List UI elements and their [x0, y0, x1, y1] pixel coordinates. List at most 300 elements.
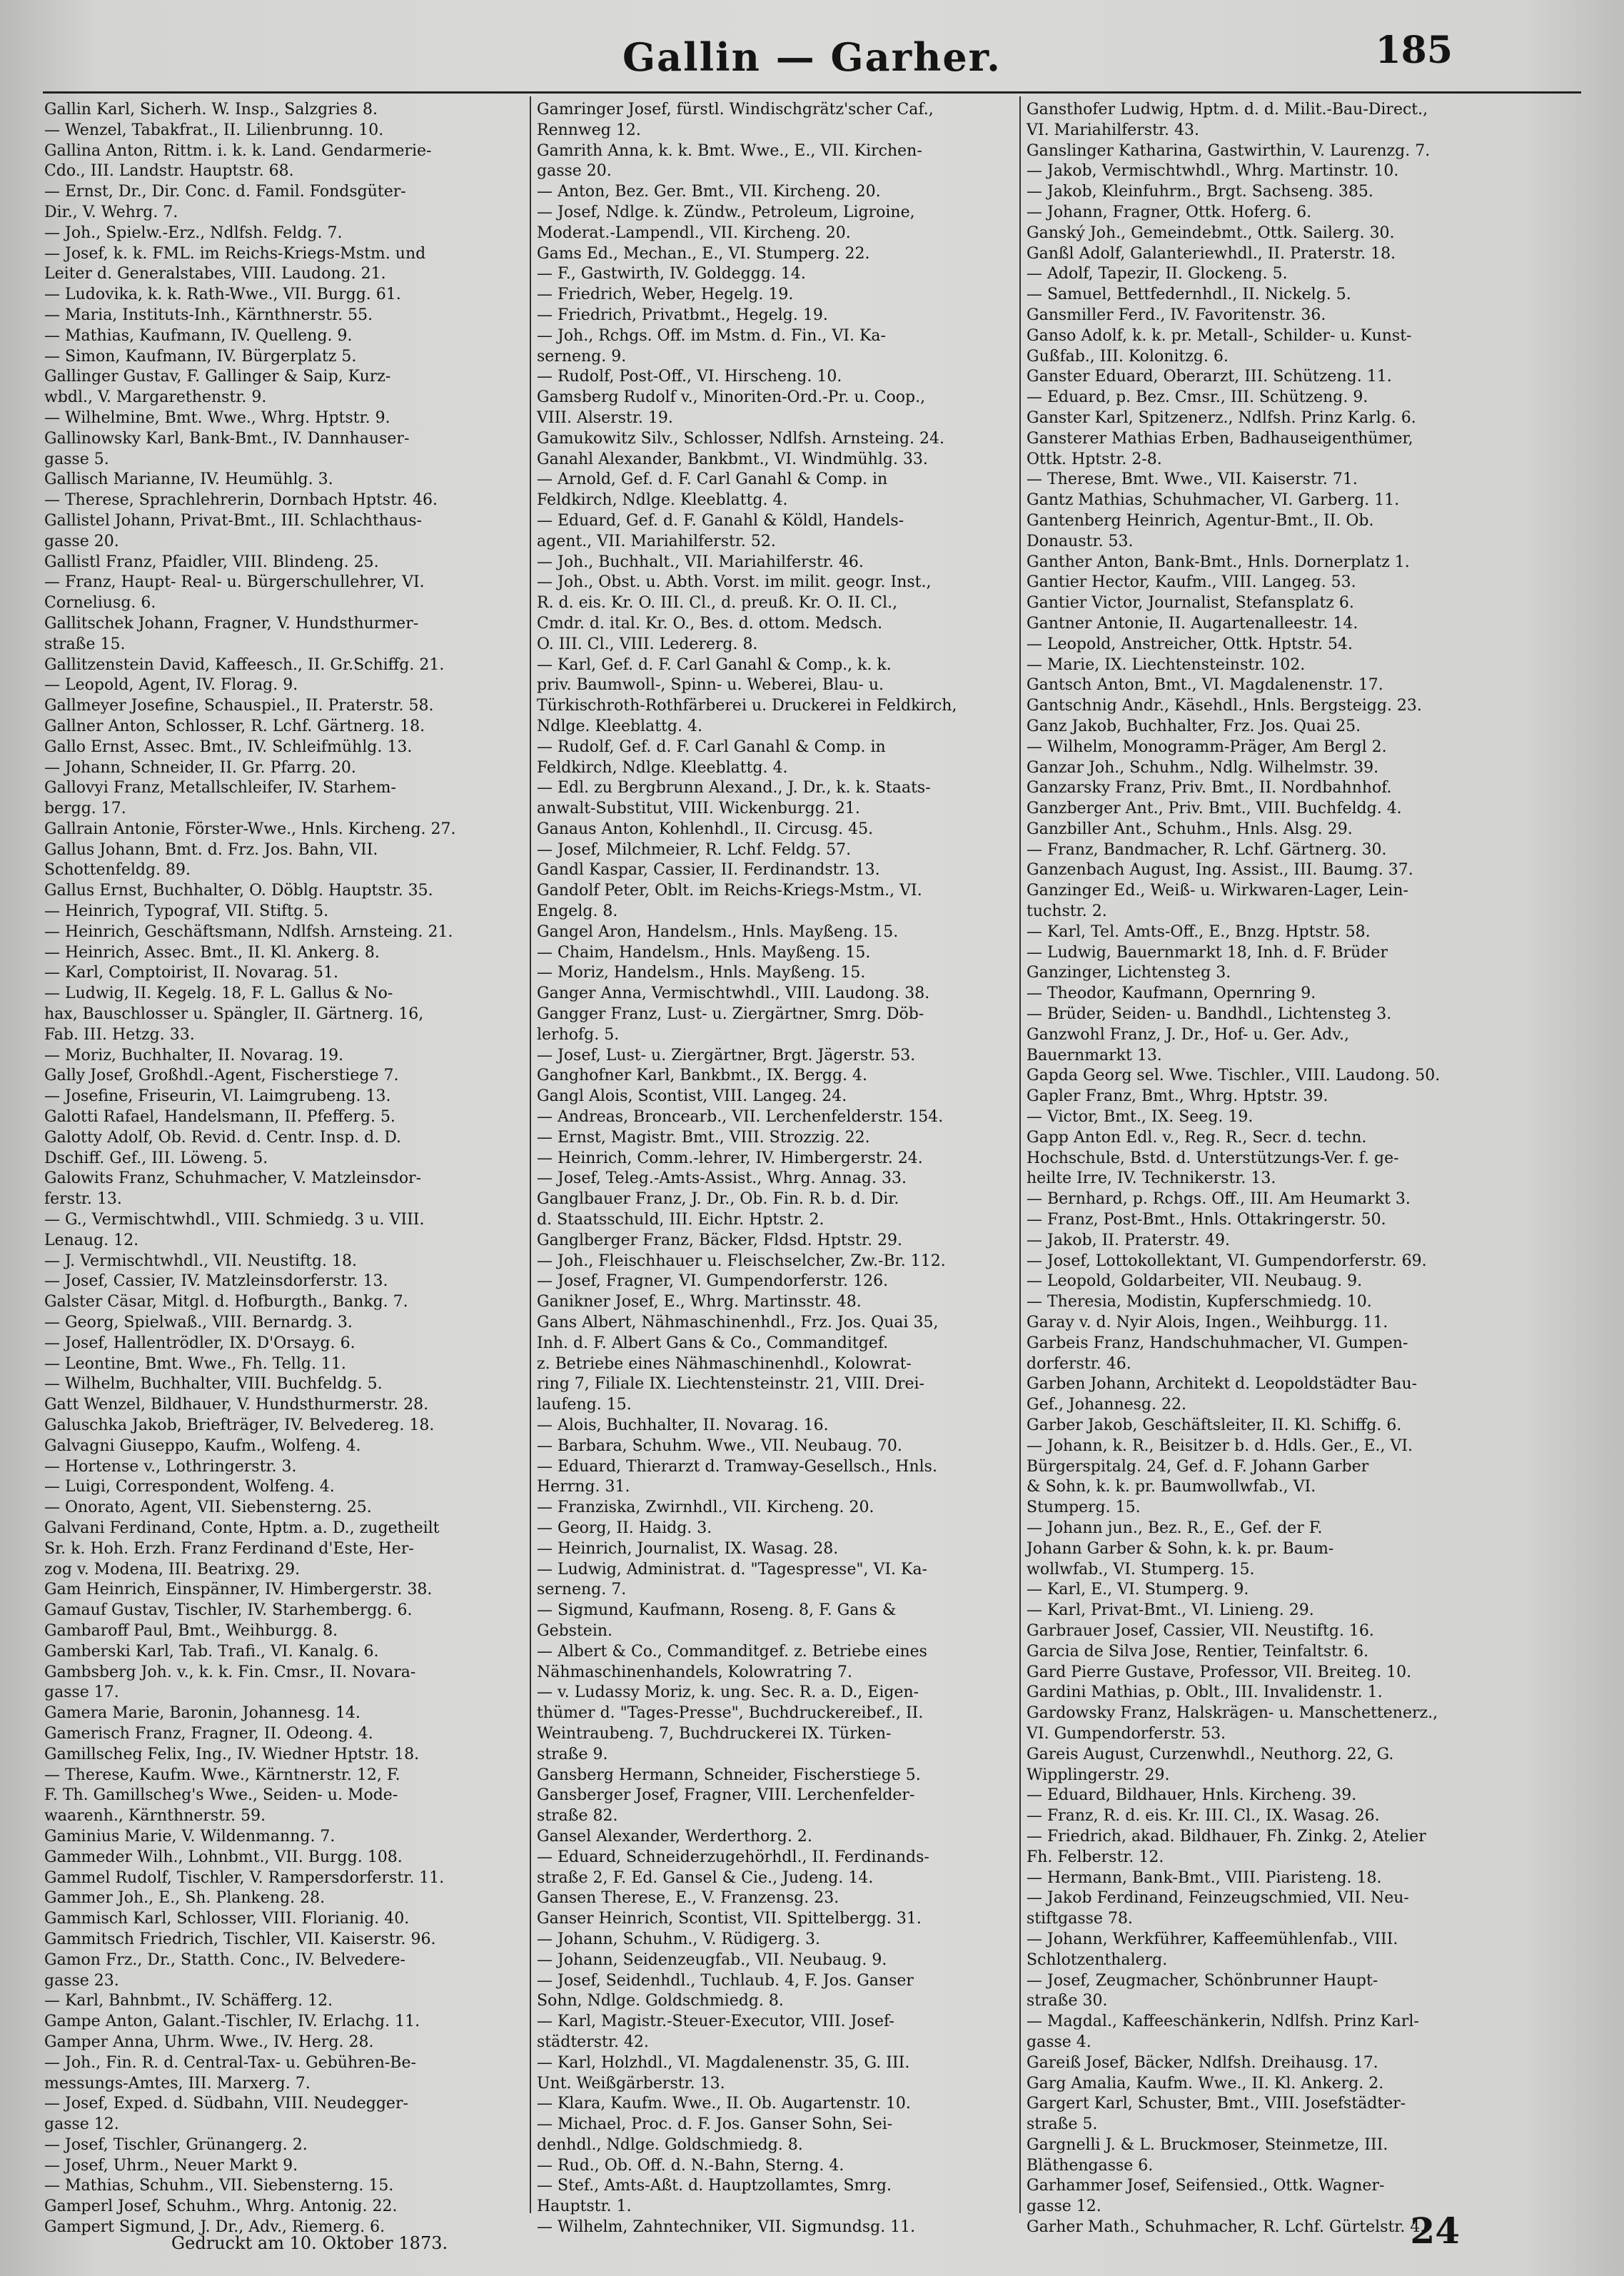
directory-entry-line: — Karl, Privat-Bmt., VI. Linieng. 29.: [1027, 1601, 1314, 1620]
directory-entry-line: — Josef, Lottokollektant, VI. Gumpendorferstr. 69.: [1027, 1252, 1427, 1270]
directory-entry-line: — Adolf, Tapezir, II. Glockeng. 5.: [1027, 265, 1288, 283]
directory-entry-line: Gardini Mathias, p. Oblt., III. Invalidenstr. 1.: [1027, 1683, 1383, 1702]
directory-entry-line: — Josef, k. k. FML. im Reichs-Kriegs-Mstm. und: [44, 244, 426, 263]
directory-entry-line: — Marie, IX. Liechtensteinstr. 102.: [1027, 655, 1306, 674]
directory-entry-line: Gamukowitz Silv., Schlosser, Ndlfsh. Arnsteing. 24.: [537, 429, 945, 448]
directory-entry-line: Gamper Anna, Uhrm. Wwe., IV. Herg. 28.: [44, 2033, 374, 2051]
directory-entry-line: Gangger Franz, Lust- u. Ziergärtner, Smrg. Döb-: [537, 1005, 924, 1024]
directory-entry-line: Gallner Anton, Schlosser, R. Lchf. Gärtnerg. 18.: [44, 717, 425, 735]
directory-entry-line: Gareis August, Curzenwhdl., Neuthorg. 22, G.: [1027, 1745, 1394, 1763]
directory-entry-line: stiftgasse 78.: [1027, 1910, 1133, 1928]
directory-entry-line: Gamperl Josef, Schuhm., Whrg. Antonig. 22.: [44, 2197, 398, 2216]
directory-entry-line: Gallinowsky Karl, Bank-Bmt., IV. Dannhauser-: [44, 429, 410, 448]
directory-entry-line: — Josef, Exped. d. Südbahn, VIII. Neudegger-: [44, 2095, 408, 2113]
directory-entry-line: — Heinrich, Comm.-lehrer, IV. Himbergerstr. 24.: [537, 1149, 923, 1167]
directory-entry-line: Ganser Heinrich, Scontist, VII. Spittelbergg. 31.: [537, 1910, 922, 1928]
directory-entry-line: Gargnelli J. & L. Bruckmoser, Steinmetze, III.: [1027, 2135, 1388, 2154]
directory-entry-line: thümer d. "Tages-Presse", Buchdruckereibef., II.: [537, 1704, 924, 1723]
directory-entry-line: — Joh., Fleischhauer u. Fleischselcher, Zw.-Br. 112.: [537, 1252, 946, 1270]
directory-entry-line: — Georg, II. Haidg. 3.: [537, 1519, 712, 1537]
directory-entry-line: — Johann, Seidenzeugfab., VII. Neubaug. 9.: [537, 1950, 887, 1969]
directory-entry-line: Garher Math., Schuhmacher, R. Lchf. Gürtelstr. 4.: [1027, 2218, 1426, 2237]
directory-entry-line: gasse 23.: [44, 1971, 119, 1990]
directory-entry-line: Gammitsch Friedrich, Tischler, VII. Kaiserstr. 96.: [44, 1930, 436, 1948]
directory-entry-line: — Josef, Cassier, IV. Matzleinsdorferstr. 13.: [44, 1272, 388, 1291]
directory-entry-line: Fh. Felberstr. 12.: [1027, 1848, 1164, 1866]
directory-entry-line: — Karl, Comptoirist, II. Novarag. 51.: [44, 964, 338, 982]
directory-entry-line: hax, Bauschlosser u. Spängler, II. Gärtnerg. 16,: [44, 1005, 424, 1024]
directory-entry-line: — Ludovika, k. k. Rath-Wwe., VII. Burgg. 61.: [44, 286, 401, 304]
directory-entry-line: Gamon Frz., Dr., Statth. Conc., IV. Belvedere-: [44, 1950, 405, 1969]
directory-entry-line: dorferstr. 46.: [1027, 1354, 1131, 1373]
directory-entry-line: — Chaim, Handelsm., Hnls. Mayßeng. 15.: [537, 943, 871, 962]
directory-entry-line: Unt. Weißgärberstr. 13.: [537, 2074, 725, 2093]
directory-entry-line: Ganzarsky Franz, Priv. Bmt., II. Nordbahnhof.: [1027, 779, 1392, 797]
directory-entry-line: — Karl, Holzhdl., VI. Magdalenenstr. 35, G. III.: [537, 2053, 910, 2072]
directory-entry-line: — Wilhelm, Buchhalter, VIII. Buchfeldg. 5.: [44, 1375, 383, 1394]
header-rule: [43, 91, 1581, 94]
directory-entry-line: Galotty Adolf, Ob. Revid. d. Centr. Insp. d. D.: [44, 1128, 402, 1147]
directory-entry-line: Gapler Franz, Bmt., Whrg. Hptstr. 39.: [1027, 1087, 1328, 1106]
directory-entry-line: Gamillscheg Felix, Ing., IV. Wiedner Hptstr. 18.: [44, 1745, 420, 1763]
directory-entry-line: Gardowsky Franz, Halskrägen- u. Manschettenerz.,: [1027, 1704, 1438, 1723]
directory-entry-line: gasse 4.: [1027, 2033, 1091, 2051]
directory-entry-line: — Bernhard, p. Rchgs. Off., III. Am Heumarkt 3.: [1027, 1190, 1411, 1209]
directory-entry-line: Corneliusg. 6.: [44, 594, 156, 613]
directory-entry-line: Gallrain Antonie, Förster-Wwe., Hnls. Kircheng. 27.: [44, 820, 456, 838]
directory-entry-line: Galster Cäsar, Mitgl. d. Hofburgth., Bankg. 7.: [44, 1293, 408, 1311]
directory-entry-line: Gansberger Josef, Fragner, VIII. Lerchenfelder-: [537, 1786, 915, 1805]
directory-entry-line: Gamberski Karl, Tab. Trafi., VI. Kanalg. 6.: [44, 1642, 379, 1661]
directory-entry-line: serneng. 9.: [537, 347, 627, 366]
directory-entry-line: — Karl, Magistr.-Steuer-Executor, VIII. Josef-: [537, 2013, 894, 2031]
directory-entry-line: lerhofg. 5.: [537, 1025, 620, 1044]
directory-entry-line: zog v. Modena, III. Beatrixg. 29.: [44, 1560, 301, 1578]
directory-entry-line: — Josef, Uhrm., Neuer Markt 9.: [44, 2156, 298, 2175]
directory-entry-line: — Johann, Schuhm., V. Rüdigerg. 3.: [537, 1930, 820, 1948]
directory-entry-line: Inh. d. F. Albert Gans & Co., Commanditgef.: [537, 1334, 889, 1352]
directory-entry-line: Gantz Mathias, Schuhmacher, VI. Garberg. 11.: [1027, 491, 1400, 510]
directory-entry-line: Ganster Karl, Spitzenerz., Ndlfsh. Prinz Karlg. 6.: [1027, 408, 1416, 427]
directory-entry-line: Gambsberg Joh. v., k. k. Fin. Cmsr., II. Novara-: [44, 1663, 416, 1681]
directory-entry-line: — Albert & Co., Commanditgef. z. Betriebe eines: [537, 1642, 927, 1661]
directory-entry-line: Ganglbauer Franz, J. Dr., Ob. Fin. R. b. d. Dir.: [537, 1190, 899, 1209]
directory-entry-line: Gammisch Karl, Schlosser, VIII. Florianig. 40.: [44, 1910, 410, 1928]
directory-entry-line: Feldkirch, Ndlge. Kleeblattg. 4.: [537, 758, 788, 777]
directory-entry-line: Gansterer Mathias Erben, Badhauseigenthümer,: [1027, 429, 1413, 448]
directory-entry-line: Gam Heinrich, Einspänner, IV. Himbergerstr. 38.: [44, 1581, 433, 1599]
directory-entry-line: Hochschule, Bstd. d. Unterstützungs-Ver. f. ge-: [1027, 1149, 1399, 1167]
directory-entry-line: — Mathias, Kaufmann, IV. Quelleng. 9.: [44, 326, 353, 345]
directory-entry-line: Ganahl Alexander, Bankbmt., VI. Windmühlg. 33.: [537, 450, 928, 468]
directory-entry-line: städterstr. 42.: [537, 2033, 649, 2051]
directory-entry-line: Garber Jakob, Geschäftsleiter, II. Kl. Schiffg. 6.: [1027, 1416, 1402, 1434]
directory-entry-line: — Heinrich, Geschäftsmann, Ndlfsh. Arnsteing. 21.: [44, 922, 453, 941]
directory-entry-line: Gantschnig Andr., Käsehdl., Hnls. Bergsteigg. 23.: [1027, 697, 1422, 715]
directory-entry-line: priv. Baumwoll-, Spinn- u. Weberei, Blau- u.: [537, 676, 884, 695]
directory-entry-line: — Friedrich, Weber, Hegelg. 19.: [537, 286, 794, 304]
directory-entry-line: — Michael, Proc. d. F. Jos. Ganser Sohn, Sei-: [537, 2115, 893, 2134]
directory-entry-line: Garben Johann, Architekt d. Leopoldstädter Bau-: [1027, 1375, 1418, 1394]
directory-entry-line: Gansmiller Ferd., IV. Favoritenstr. 36.: [1027, 306, 1326, 324]
directory-entry-line: Rennweg 12.: [537, 121, 641, 139]
directory-entry-line: — Mathias, Schuhm., VII. Siebensterng. 15.: [44, 2177, 394, 2195]
page-header: [43, 29, 1581, 86]
column-divider: [530, 96, 531, 2213]
directory-entry-line: Gampe Anton, Galant.-Tischler, IV. Erlachg. 11.: [44, 2013, 420, 2031]
directory-entry-line: messungs-Amtes, III. Marxerg. 7.: [44, 2074, 311, 2093]
directory-entry-line: Gallina Anton, Rittm. i. k. k. Land. Gendarmerie-: [44, 141, 432, 160]
directory-entry-line: — G., Vermischtwhdl., VIII. Schmiedg. 3 u. VIII.: [44, 1211, 425, 1229]
directory-entry-line: — Josef, Hallentrödler, IX. D'Orsayg. 6.: [44, 1334, 355, 1352]
directory-entry-line: — Stef., Amts-Aßt. d. Hauptzollamtes, Smrg.: [537, 2177, 892, 2195]
directory-entry-line: — Rudolf, Post-Off., VI. Hirscheng. 10.: [537, 368, 842, 386]
directory-entry-line: Ganzenbach August, Ing. Assist., III. Baumg. 37.: [1027, 861, 1413, 880]
directory-entry-line: gasse 17.: [44, 1683, 119, 1702]
directory-entry-line: Gallin Karl, Sicherh. W. Insp., Salzgries 8.: [44, 101, 378, 119]
directory-entry-line: — Rudolf, Gef. d. F. Carl Ganahl & Comp. in: [537, 737, 886, 756]
directory-entry-line: Feldkirch, Ndlge. Kleeblattg. 4.: [537, 491, 788, 510]
directory-entry-line: — Samuel, Bettfedernhdl., II. Nickelg. 5.: [1027, 286, 1351, 304]
directory-entry-line: Gamera Marie, Baronin, Johannesg. 14.: [44, 1704, 360, 1723]
directory-entry-line: Gantenberg Heinrich, Agentur-Bmt., II. Ob.: [1027, 511, 1374, 530]
directory-entry-line: bergg. 17.: [44, 800, 126, 818]
directory-entry-line: — Josef, Zeugmacher, Schönbrunner Haupt-: [1027, 1971, 1378, 1990]
directory-entry-line: — Maria, Instituts-Inh., Kärnthnerstr. 55.: [44, 306, 373, 324]
directory-entry-line: — Magdal., Kaffeeschänkerin, Ndlfsh. Prinz Karl-: [1027, 2013, 1419, 2031]
directory-entry-line: wbdl., V. Margarethenstr. 9.: [44, 388, 267, 407]
directory-entry-line: — Ernst, Dr., Dir. Conc. d. Famil. Fondsgüter-: [44, 183, 406, 201]
column-divider: [1019, 96, 1021, 2213]
directory-entry-line: Wipplingerstr. 29.: [1027, 1766, 1170, 1784]
directory-entry-line: — Eduard, Thierarzt d. Tramway-Gesellsch., Hnls.: [537, 1457, 937, 1476]
directory-entry-line: Gapda Georg sel. Wwe. Tischler., VIII. Laudong. 50.: [1027, 1067, 1441, 1085]
directory-entry-line: Gammer Joh., E., Sh. Plankeng. 28.: [44, 1889, 326, 1908]
directory-entry-line: — Ludwig, II. Kegelg. 18, F. L. Gallus & No-: [44, 985, 393, 1003]
directory-entry-line: heilte Irre, IV. Technikerstr. 13.: [1027, 1169, 1276, 1188]
directory-entry-line: Gandolf Peter, Oblt. im Reichs-Kriegs-Mstm., VI.: [537, 882, 922, 900]
directory-entry-line: Gallitzenstein David, Kaffeesch., II. Gr.Schiffg. 21.: [44, 655, 445, 674]
directory-entry-line: F. Th. Gamillscheg's Wwe., Seiden- u. Mode-: [44, 1786, 398, 1805]
directory-entry-line: Dir., V. Wehrg. 7.: [44, 203, 178, 221]
directory-entry-line: Gareiß Josef, Bäcker, Ndlfsh. Dreihausg. 17.: [1027, 2053, 1378, 2072]
directory-entry-line: Lenaug. 12.: [44, 1231, 139, 1249]
directory-entry-line: Donaustr. 53.: [1027, 532, 1134, 550]
directory-entry-line: — Karl, Tel. Amts-Off., E., Bnzg. Hptstr. 58.: [1027, 922, 1371, 941]
directory-entry-line: Gams Ed., Mechan., E., VI. Stumperg. 22.: [537, 244, 870, 263]
directory-entry-line: Gantsch Anton, Bmt., VI. Magdalenenstr. 17.: [1027, 676, 1383, 695]
directory-entry-line: gasse 12.: [44, 2115, 119, 2134]
directory-entry-line: — Josef, Ndlge. k. Zündw., Petroleum, Ligroine,: [537, 203, 915, 221]
directory-entry-line: — Joh., Buchhalt., VII. Mariahilferstr. 46.: [537, 553, 864, 571]
directory-entry-line: Gangel Aron, Handelsm., Hnls. Mayßeng. 15.: [537, 922, 899, 941]
directory-entry-line: — Franz, Post-Bmt., Hnls. Ottakringerstr. 50.: [1027, 1211, 1386, 1229]
directory-entry-line: — Joh., Obst. u. Abth. Vorst. im milit. geogr. Inst.,: [537, 573, 932, 592]
directory-entry-line: Gallinger Gustav, F. Gallinger & Saip, Kurz-: [44, 368, 391, 386]
directory-entry-line: Dschiff. Gef., III. Löweng. 5.: [44, 1149, 268, 1167]
directory-entry-line: — Edl. zu Bergbrunn Alexand., J. Dr., k. k. Staats-: [537, 779, 931, 797]
directory-entry-line: — Josefine, Friseurin, VI. Laimgrubeng. 13.: [44, 1087, 391, 1106]
directory-entry-line: — Josef, Teleg.-Amts-Assist., Whrg. Annag. 33.: [537, 1169, 907, 1188]
directory-entry-line: Gans Albert, Nähmaschinenhdl., Frz. Jos. Quai 35,: [537, 1314, 939, 1332]
directory-entry-line: straße 30.: [1027, 1992, 1108, 2010]
directory-entry-line: — Wenzel, Tabakfrat., II. Lilienbrunng. 10.: [44, 121, 384, 139]
directory-entry-line: — Franz, Haupt- Real- u. Bürgerschullehrer, VI.: [44, 573, 425, 592]
directory-entry-line: — J. Vermischtwhdl., VII. Neustiftg. 18.: [44, 1252, 358, 1270]
directory-entry-line: Ganglberger Franz, Bäcker, Fldsd. Hptstr. 29.: [537, 1231, 902, 1249]
directory-entry-line: — Moriz, Buchhalter, II. Novarag. 19.: [44, 1046, 344, 1064]
directory-entry-line: Ganzinger Ed., Weiß- u. Wirkwaren-Lager, Lein-: [1027, 882, 1408, 900]
directory-entry-line: Gebstein.: [537, 1621, 613, 1640]
directory-entry-line: — Therese, Sprachlehrerin, Dornbach Hptstr. 46.: [44, 491, 438, 510]
directory-entry-line: straße 15.: [44, 635, 126, 653]
directory-entry-line: — Wilhelm, Monogramm-Präger, Am Bergl 2.: [1027, 737, 1387, 756]
directory-entry-line: Bauernmarkt 13.: [1027, 1046, 1162, 1064]
directory-entry-line: Ganzberger Ant., Priv. Bmt., VIII. Buchfeldg. 4.: [1027, 800, 1402, 818]
directory-entry-line: — Luigi, Correspondent, Wolfeng. 4.: [44, 1478, 335, 1496]
directory-column-2: [537, 100, 1012, 2237]
directory-entry-line: Ganský Joh., Gemeindebmt., Ottk. Sailerg. 30.: [1027, 223, 1395, 242]
directory-entry-line: — Josef, Lust- u. Ziergärtner, Brgt. Jägerstr. 53.: [537, 1046, 916, 1064]
directory-entry-line: — Eduard, p. Bez. Cmsr., III. Schützeng. 9.: [1027, 388, 1368, 407]
directory-entry-line: — Alois, Buchhalter, II. Novarag. 16.: [537, 1416, 829, 1434]
print-date-note: Gedruckt am 10. Oktober 1873.: [171, 2233, 448, 2253]
directory-entry-line: Gamerisch Franz, Fragner, II. Odeong. 4.: [44, 1724, 373, 1743]
page-title: Gallin — Garher.: [622, 34, 1002, 80]
directory-column-3: [1027, 100, 1519, 2237]
directory-entry-line: denhdl., Ndlge. Goldschmiedg. 8.: [537, 2135, 803, 2154]
directory-entry-line: Gamringer Josef, fürstl. Windischgrätz'scher Caf.,: [537, 101, 934, 119]
directory-entry-line: — Johann, Fragner, Ottk. Hoferg. 6.: [1027, 203, 1312, 221]
directory-entry-line: O. III. Cl., VIII. Ledererg. 8.: [537, 635, 758, 653]
directory-entry-line: Ganzinger, Lichtensteg 3.: [1027, 964, 1231, 982]
directory-entry-line: — Sigmund, Kaufmann, Roseng. 8, F. Gans &: [537, 1601, 897, 1620]
directory-entry-line: Sr. k. Hoh. Erzh. Franz Ferdinand d'Este, Her-: [44, 1539, 414, 1558]
directory-entry-line: — Franz, R. d. eis. Kr. III. Cl., IX. Wasag. 26.: [1027, 1807, 1380, 1826]
directory-entry-line: Hauptstr. 1.: [537, 2197, 632, 2216]
directory-entry-line: — Ludwig, Bauernmarkt 18, Inh. d. F. Brüder: [1027, 943, 1388, 962]
directory-entry-line: — Moriz, Handelsm., Hnls. Mayßeng. 15.: [537, 964, 866, 982]
directory-entry-line: gasse 20.: [537, 162, 612, 181]
directory-entry-line: Gansel Alexander, Werderthorg. 2.: [537, 1827, 812, 1846]
directory-entry-line: Gammel Rudolf, Tischler, V. Rampersdorferstr. 11.: [44, 1868, 445, 1887]
directory-entry-line: Gatt Wenzel, Bildhauer, V. Hundsthurmerstr. 28.: [44, 1396, 429, 1414]
directory-entry-line: — Josef, Fragner, VI. Gumpendorferstr. 126.: [537, 1272, 889, 1291]
directory-entry-line: agent., VII. Mariahilferstr. 52.: [537, 532, 776, 550]
directory-entry-line: Ganzwohl Franz, J. Dr., Hof- u. Ger. Adv.,: [1027, 1025, 1350, 1044]
directory-entry-line: Ganther Anton, Bank-Bmt., Hnls. Dornerplatz 1.: [1027, 553, 1410, 571]
directory-entry-line: Gamrith Anna, k. k. Bmt. Wwe., E., VII. Kirchen-: [537, 141, 922, 160]
directory-entry-line: — Karl, E., VI. Stumperg. 9.: [1027, 1581, 1249, 1599]
directory-entry-line: Galuschka Jakob, Briefträger, IV. Belvedereg. 18.: [44, 1416, 435, 1434]
directory-entry-line: — Friedrich, Privatbmt., Hegelg. 19.: [537, 306, 828, 324]
directory-entry-line: Gantier Victor, Journalist, Stefansplatz 6.: [1027, 594, 1354, 613]
directory-entry-line: Gandl Kaspar, Cassier, II. Ferdinandstr. 13.: [537, 861, 880, 880]
directory-entry-line: Leiter d. Generalstabes, VIII. Laudong. 21.: [44, 265, 386, 283]
directory-entry-line: & Sohn, k. k. pr. Baumwollwfab., VI.: [1027, 1478, 1316, 1496]
directory-entry-line: — Johann, Schneider, II. Gr. Pfarrg. 20.: [44, 758, 356, 777]
directory-entry-line: Herrng. 31.: [537, 1478, 630, 1496]
directory-entry-line: Gallistel Johann, Privat-Bmt., III. Schlachthaus-: [44, 511, 422, 530]
directory-entry-line: anwalt-Substitut, VIII. Wickenburgg. 21.: [537, 800, 860, 818]
signature-mark: 24: [1410, 2210, 1460, 2252]
directory-entry-line: Schottenfeldg. 89.: [44, 861, 191, 880]
directory-entry-line: — Johann jun., Bez. R., E., Gef. der F.: [1027, 1519, 1323, 1537]
directory-entry-line: — Andreas, Broncearb., VII. Lerchenfelderstr. 154.: [537, 1108, 944, 1127]
directory-entry-line: Engelg. 8.: [537, 902, 618, 921]
directory-entry-line: Ottk. Hptstr. 2-8.: [1027, 450, 1162, 468]
directory-entry-line: R. d. eis. Kr. O. III. Cl., d. preuß. Kr. O. II. Cl.,: [537, 594, 898, 613]
directory-entry-line: — Josef, Milchmeier, R. Lchf. Feldg. 57.: [537, 840, 852, 859]
directory-entry-line: — Joh., Spielw.-Erz., Ndlfsh. Feldg. 7.: [44, 223, 343, 242]
directory-entry-line: Moderat.-Lampendl., VII. Kircheng. 20.: [537, 223, 851, 242]
directory-entry-line: Garcia de Silva Jose, Rentier, Teinfaltstr. 6.: [1027, 1642, 1369, 1661]
directory-entry-line: Ganaus Anton, Kohlenhdl., II. Circusg. 45.: [537, 820, 874, 838]
directory-entry-line: ferstr. 13.: [44, 1190, 122, 1209]
directory-entry-line: Gallistl Franz, Pfaidler, VIII. Blindeng. 25.: [44, 553, 379, 571]
directory-entry-line: Garhammer Josef, Seifensied., Ottk. Wagner-: [1027, 2177, 1385, 2195]
directory-entry-line: — Heinrich, Typograf, VII. Stiftg. 5.: [44, 902, 329, 921]
directory-entry-line: Garg Amalia, Kaufm. Wwe., II. Kl. Ankerg. 2.: [1027, 2074, 1384, 2093]
directory-entry-line: Ganz Jakob, Buchhalter, Frz. Jos. Quai 25.: [1027, 717, 1361, 735]
directory-entry-line: gasse 5.: [44, 450, 109, 468]
directory-entry-line: Gamsberg Rudolf v., Minoriten-Ord.-Pr. u. Coop.,: [537, 388, 926, 407]
directory-entry-line: laufeng. 15.: [537, 1396, 632, 1414]
directory-entry-line: — Karl, Bahnbmt., IV. Schäfferg. 12.: [44, 1992, 333, 2010]
directory-entry-line: Fab. III. Hetzg. 33.: [44, 1025, 195, 1044]
directory-entry-line: Galvani Ferdinand, Conte, Hptm. a. D., zugetheilt: [44, 1519, 440, 1537]
directory-entry-line: Türkischroth-Rothfärberei u. Druckerei in Feldkirch,: [537, 697, 957, 715]
directory-entry-line: — Theodor, Kaufmann, Opernring 9.: [1027, 985, 1316, 1003]
directory-entry-line: — Victor, Bmt., IX. Seeg. 19.: [1027, 1108, 1254, 1127]
directory-entry-line: Cmdr. d. ital. Kr. O., Bes. d. ottom. Medsch.: [537, 614, 883, 633]
directory-entry-line: — Heinrich, Journalist, IX. Wasag. 28.: [537, 1539, 839, 1558]
directory-entry-line: Garay v. d. Nyir Alois, Ingen., Weihburgg. 11.: [1027, 1314, 1388, 1332]
directory-entry-line: wollwfab., VI. Stumperg. 15.: [1027, 1560, 1255, 1578]
directory-entry-line: — Georg, Spielwaß., VIII. Bernardg. 3.: [44, 1314, 353, 1332]
directory-entry-line: — Jakob, II. Praterstr. 49.: [1027, 1231, 1230, 1249]
directory-entry-line: — Johann, Werkführer, Kaffeemühlenfab., VIII.: [1027, 1930, 1398, 1948]
directory-entry-line: — Friedrich, akad. Bildhauer, Fh. Zinkg. 2, Atelier: [1027, 1827, 1426, 1846]
directory-entry-line: — Joh., Rchgs. Off. im Mstm. d. Fin., VI. Ka-: [537, 326, 886, 345]
directory-entry-line: — Rud., Ob. Off. d. N.-Bahn, Sterng. 4.: [537, 2156, 844, 2175]
directory-entry-line: — Wilhelm, Zahntechniker, VII. Sigmundsg. 11.: [537, 2218, 916, 2237]
directory-entry-line: — Theresia, Modistin, Kupferschmiedg. 10.: [1027, 1293, 1372, 1311]
directory-entry-line: Gampert Sigmund, J. Dr., Adv., Riemerg. 6.: [44, 2218, 385, 2237]
directory-entry-line: Nähmaschinenhandels, Kolowratring 7.: [537, 1663, 853, 1681]
directory-entry-line: Gapp Anton Edl. v., Reg. R., Secr. d. techn.: [1027, 1128, 1367, 1147]
directory-entry-line: Gansen Therese, E., V. Franzensg. 23.: [537, 1889, 839, 1908]
directory-entry-line: — Leopold, Agent, IV. Florag. 9.: [44, 676, 298, 695]
directory-entry-line: — v. Ludassy Moriz, k. ung. Sec. R. a. D., Eigen-: [537, 1683, 919, 1702]
directory-entry-line: Gansberg Hermann, Schneider, Fischerstiege 5.: [537, 1766, 921, 1784]
directory-entry-line: Ganghofner Karl, Bankbmt., IX. Bergg. 4.: [537, 1067, 868, 1085]
directory-entry-line: — Anton, Bez. Ger. Bmt., VII. Kircheng. 20.: [537, 183, 881, 201]
directory-entry-line: — Leontine, Bmt. Wwe., Fh. Tellg. 11.: [44, 1354, 346, 1373]
directory-entry-line: — Ernst, Magistr. Bmt., VIII. Strozzig. 22.: [537, 1128, 870, 1147]
directory-entry-line: straße 2, F. Ed. Gansel & Cie., Judeng. 14.: [537, 1868, 874, 1887]
directory-entry-line: — Barbara, Schuhm. Wwe., VII. Neubaug. 70.: [537, 1436, 902, 1455]
directory-entry-line: — Leopold, Anstreicher, Ottk. Hptstr. 54.: [1027, 635, 1353, 653]
directory-entry-line: — Onorato, Agent, VII. Siebensterng. 25.: [44, 1499, 372, 1517]
directory-entry-line: VIII. Alserstr. 19.: [537, 408, 673, 427]
directory-entry-line: z. Betriebe eines Nähmaschinenhdl., Kolowrat-: [537, 1354, 912, 1373]
directory-entry-line: — Eduard, Schneiderzugehörhdl., II. Ferdinands-: [537, 1848, 929, 1866]
directory-entry-line: Gallus Johann, Bmt. d. Frz. Jos. Bahn, VII.: [44, 840, 378, 859]
directory-entry-line: straße 82.: [537, 1807, 618, 1826]
directory-entry-line: — Hermann, Bank-Bmt., VIII. Piaristeng. 18.: [1027, 1868, 1382, 1887]
directory-entry-line: — Wilhelmine, Bmt. Wwe., Whrg. Hptstr. 9.: [44, 408, 390, 427]
directory-entry-line: Gamauf Gustav, Tischler, IV. Starhembergg. 6.: [44, 1601, 413, 1620]
directory-entry-line: Stumperg. 15.: [1027, 1499, 1141, 1517]
directory-entry-line: Galotti Rafael, Handelsmann, II. Pfefferg. 5.: [44, 1108, 395, 1127]
directory-entry-line: — Therese, Kaufm. Wwe., Kärntnerstr. 12, F.: [44, 1766, 400, 1784]
directory-entry-line: — Leopold, Goldarbeiter, VII. Neubaug. 9.: [1027, 1272, 1363, 1291]
directory-entry-line: Cdo., III. Landstr. Hauptstr. 68.: [44, 162, 294, 181]
directory-entry-line: Gef., Johannesg. 22.: [1027, 1396, 1186, 1414]
directory-entry-line: d. Staatsschuld, III. Eichr. Hptstr. 2.: [537, 1211, 824, 1229]
directory-entry-line: — Franziska, Zwirnhdl., VII. Kircheng. 20.: [537, 1499, 874, 1517]
directory-entry-line: serneng. 7.: [537, 1581, 627, 1599]
directory-entry-line: straße 9.: [537, 1745, 608, 1763]
directory-entry-line: Schlotzenthalerg.: [1027, 1950, 1168, 1969]
directory-entry-line: Gallovyi Franz, Metallschleifer, IV. Starhem-: [44, 779, 396, 797]
directory-entry-line: — Heinrich, Assec. Bmt., II. Kl. Ankerg. 8.: [44, 943, 380, 962]
directory-entry-line: Ganslinger Katharina, Gastwirthin, V. Laurenzg. 7.: [1027, 141, 1431, 160]
directory-entry-line: Galvagni Giuseppo, Kaufm., Wolfeng. 4.: [44, 1436, 361, 1455]
directory-entry-line: Gußfab., III. Kolonitzg. 6.: [1027, 347, 1229, 366]
directory-entry-line: Weintraubeng. 7, Buchdruckerei IX. Türken-: [537, 1724, 892, 1743]
directory-entry-line: Ganikner Josef, E., Whrg. Martinsstr. 48.: [537, 1293, 862, 1311]
directory-entry-line: — Klara, Kaufm. Wwe., II. Ob. Augartenstr. 10.: [537, 2095, 911, 2113]
directory-entry-line: ring 7, Filiale IX. Liechtensteinstr. 21, VIII. Drei-: [537, 1375, 924, 1394]
directory-entry-line: straße 5.: [1027, 2115, 1098, 2134]
directory-entry-line: — Joh., Fin. R. d. Central-Tax- u. Gebühren-Be-: [44, 2053, 416, 2072]
directory-entry-line: — Ludwig, Administrat. d. "Tagespresse", VI. Ka-: [537, 1560, 927, 1578]
directory-entry-line: Ganger Anna, Vermischtwhdl., VIII. Laudong. 38.: [537, 985, 930, 1003]
directory-entry-line: Gantner Antonie, II. Augartenalleestr. 14.: [1027, 614, 1358, 633]
directory-entry-line: Garbeis Franz, Handschuhmacher, VI. Gumpen-: [1027, 1334, 1408, 1352]
directory-entry-line: Ganzar Joh., Schuhm., Ndlg. Wilhelmstr. 39.: [1027, 758, 1379, 777]
directory-entry-line: gasse 20.: [44, 532, 119, 550]
directory-entry-line: Johann Garber & Sohn, k. k. pr. Baum-: [1027, 1539, 1334, 1558]
directory-entry-line: — Arnold, Gef. d. F. Carl Ganahl & Comp. in: [537, 470, 888, 489]
directory-entry-line: Gammeder Wilh., Lohnbmt., VII. Burgg. 108.: [44, 1848, 403, 1866]
directory-entry-line: Bläthengasse 6.: [1027, 2156, 1154, 2175]
directory-entry-line: VI. Mariahilferstr. 43.: [1027, 121, 1199, 139]
directory-entry-line: Ganso Adolf, k. k. pr. Metall-, Schilder- u. Kunst-: [1027, 326, 1412, 345]
directory-entry-line: — Jakob, Kleinfuhrm., Brgt. Sachseng. 385.: [1027, 183, 1373, 201]
directory-entry-line: — Eduard, Bildhauer, Hnls. Kircheng. 39.: [1027, 1786, 1357, 1805]
directory-entry-line: — Johann, k. R., Beisitzer b. d. Hdls. Ger., E., VI.: [1027, 1436, 1413, 1455]
directory-entry-line: — Franz, Bandmacher, R. Lchf. Gärtnerg. 30.: [1027, 840, 1387, 859]
directory-entry-line: Bürgerspitalg. 24, Gef. d. F. Johann Garber: [1027, 1457, 1369, 1476]
directory-entry-line: Ndlge. Kleeblattg. 4.: [537, 717, 702, 735]
directory-entry-line: — Eduard, Gef. d. F. Ganahl & Köldl, Handels-: [537, 511, 904, 530]
directory-entry-line: — Karl, Gef. d. F. Carl Ganahl & Comp., k. k.: [537, 655, 892, 674]
directory-entry-line: Gard Pierre Gustave, Professor, VII. Breiteg. 10.: [1027, 1663, 1412, 1681]
directory-entry-line: Gaminius Marie, V. Wildenmanng. 7.: [44, 1827, 336, 1846]
directory-entry-line: — Josef, Tischler, Grünangerg. 2.: [44, 2135, 308, 2154]
directory-entry-line: Gallus Ernst, Buchhalter, O. Döblg. Hauptstr. 35.: [44, 882, 433, 900]
directory-entry-line: Gallo Ernst, Assec. Bmt., IV. Schleifmühlg. 13.: [44, 737, 413, 756]
directory-entry-line: Ganzbiller Ant., Schuhm., Hnls. Alsg. 29.: [1027, 820, 1353, 838]
directory-entry-line: — Jakob Ferdinand, Feinzeugschmied, VII. Neu-: [1027, 1889, 1409, 1908]
directory-entry-line: waarenh., Kärnthnerstr. 59.: [44, 1807, 266, 1826]
directory-entry-line: Gallisch Marianne, IV. Heumühlg. 3.: [44, 470, 333, 489]
directory-entry-line: — Brüder, Seiden- u. Bandhdl., Lichtensteg 3.: [1027, 1005, 1392, 1024]
directory-entry-line: Galowits Franz, Schuhmacher, V. Matzleinsdor-: [44, 1169, 422, 1188]
